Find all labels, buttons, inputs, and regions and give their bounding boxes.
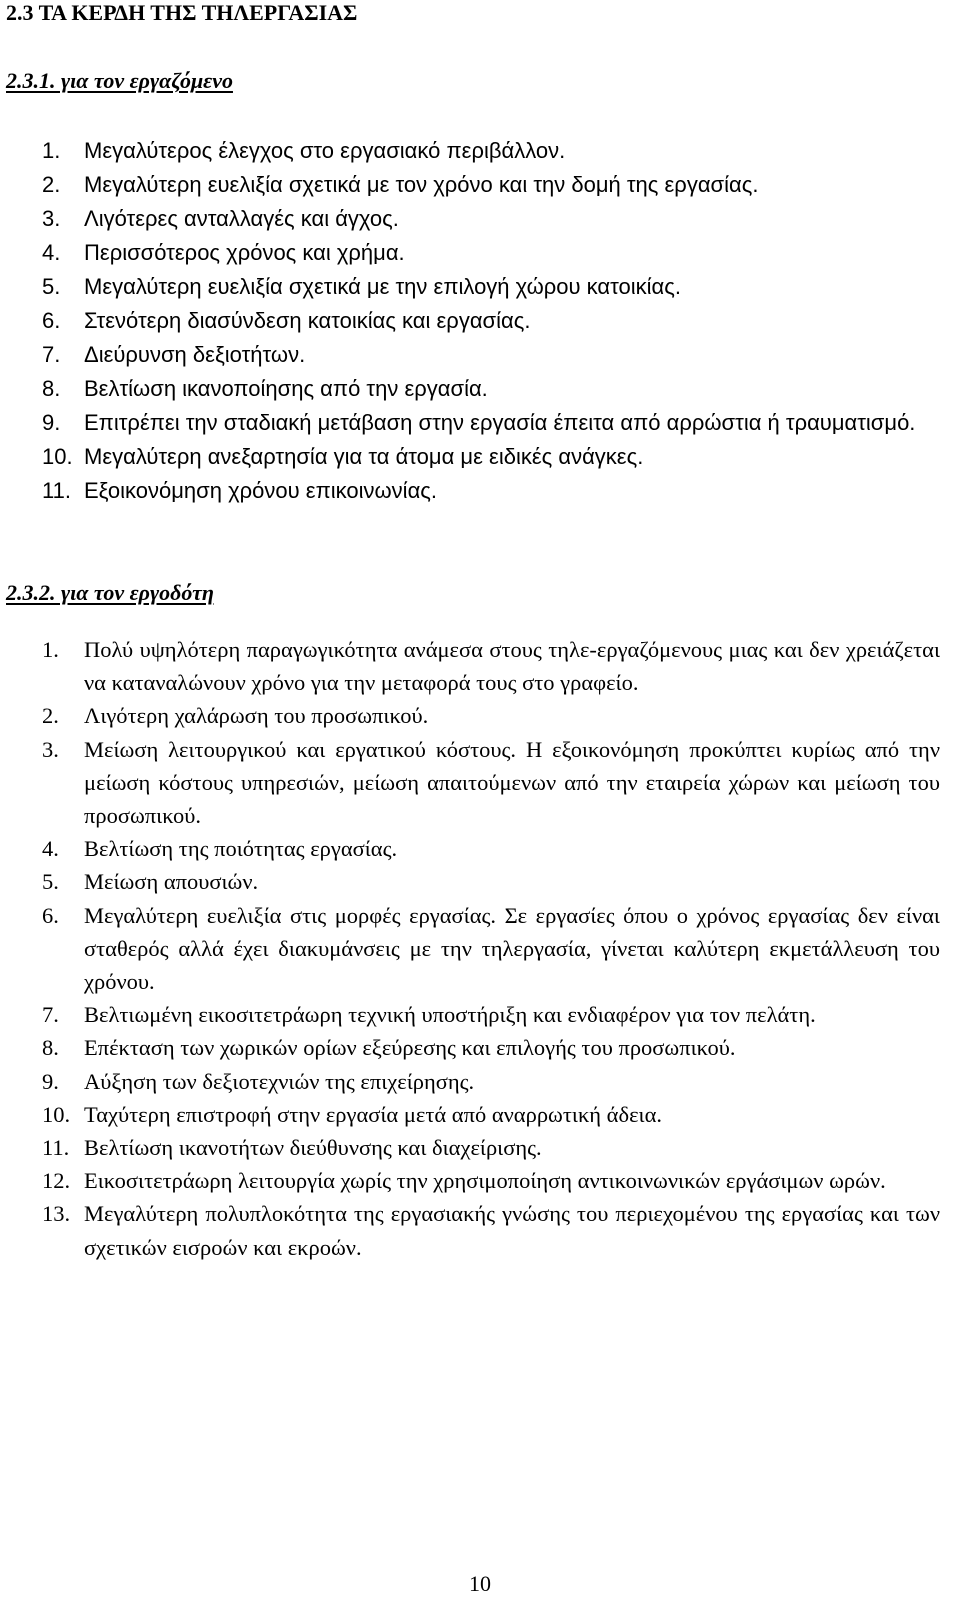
item-number: 9.	[42, 1068, 59, 1094]
item-text: Λιγότερη χαλάρωση του προσωπικού.	[84, 703, 429, 729]
list-item	[42, 865, 940, 898]
item-text: Διεύρυνση δεξιοτήτων.	[84, 342, 306, 367]
section-title: 2.3 ΤΑ ΚΕΡΔΗ ΤΗΣ ΤΗΛΕΡΓΑΣΙΑΣ	[6, 0, 358, 25]
item-text: Στενότερη διασύνδεση κατοικίας και εργασίας.	[84, 308, 531, 333]
item-text: Βελτίωση ικανοτήτων διεύθυνσης και διαχείρισης.	[84, 1135, 542, 1161]
item-text: Μεγαλύτερη ανεξαρτησία για τα άτομα με ειδικές ανάγκες.	[84, 444, 644, 469]
item-text: Μείωση λειτουργικού και εργατικού κόστους. Η εξοικονόμηση προκύπτει κυρίως από την μείωση κόστους υπηρεσιών, μείωση απαιτούμενων από την εταιρεία χώρων και μείωση του προσωπικού.	[84, 736, 940, 829]
item-number: 2.	[42, 703, 59, 729]
list-item	[42, 633, 940, 699]
item-text: Εικοσιτετράωρη λειτουργία χωρίς την χρησιμοποίηση αντικοινωνικών εργάσιμων ωρών.	[84, 1168, 886, 1194]
item-number: 7.	[42, 342, 61, 367]
item-text: Αύξηση των δεξιοτεχνιών της επιχείρησης.	[84, 1068, 475, 1094]
list-item	[42, 899, 940, 999]
item-text: Βελτιωμένη εικοσιτετράωρη τεχνική υποστήριξη και ενδιαφέρον για τον πελάτη.	[84, 1002, 816, 1028]
employee-benefits-list	[42, 134, 942, 508]
item-text: Μεγαλύτερη ευελιξία σχετικά με τον χρόνο και την δομή της εργασίας.	[84, 172, 759, 197]
item-number: 5.	[42, 274, 61, 299]
item-number: 5.	[42, 869, 59, 895]
item-text: Ταχύτερη επιστροφή στην εργασία μετά από αναρρωτική άδεια.	[84, 1101, 662, 1127]
item-number: 3.	[42, 736, 59, 762]
list-item	[42, 304, 942, 338]
item-text: Εξοικονόμηση χρόνου επικοινωνίας.	[84, 478, 437, 503]
list-item	[42, 1031, 940, 1064]
item-text: Μεγαλύτερος έλεγχος στο εργασιακό περιβάλλον.	[84, 138, 566, 163]
item-text: Επέκταση των χωρικών ορίων εξεύρεσης και επιλογής του προσωπικού.	[84, 1035, 736, 1061]
subsection-heading-employer: 2.3.2. για τον εργοδότη	[6, 580, 214, 605]
list-item	[42, 733, 940, 833]
list-item	[42, 1197, 940, 1263]
item-text: Λιγότερες ανταλλαγές και άγχος.	[84, 206, 399, 231]
item-number: 7.	[42, 1002, 59, 1028]
list-item	[42, 1098, 940, 1131]
item-text: Βελτίωση της ποιότητας εργασίας.	[84, 836, 398, 862]
item-number: 6.	[42, 308, 61, 333]
list-item	[42, 1065, 940, 1098]
item-text: Βελτίωση ικανοποίησης από την εργασία.	[84, 376, 488, 401]
item-text: Περισσότερος χρόνος και χρήμα.	[84, 240, 405, 265]
item-number: 8.	[42, 1035, 59, 1061]
item-number: 1.	[42, 138, 61, 163]
item-number: 10.	[42, 444, 73, 469]
item-text: Μεγαλύτερη πολυπλοκότητα της εργασιακής γνώσης του περιεχομένου της εργασίας και των σχετικών εισροών και εκροών.	[84, 1201, 940, 1260]
item-text: Επιτρέπει την σταδιακή μετάβαση στην εργασία έπειτα από αρρώστια ή τραυματισμό.	[84, 410, 916, 435]
list-item	[42, 202, 942, 236]
item-number: 6.	[42, 902, 59, 928]
list-item	[42, 168, 942, 202]
list-item	[42, 1131, 940, 1164]
employer-benefits-list	[42, 633, 940, 1264]
list-item	[42, 474, 942, 508]
list-item	[42, 372, 942, 406]
item-number: 11.	[42, 1135, 70, 1161]
item-number: 9.	[42, 410, 61, 435]
item-number: 4.	[42, 240, 61, 265]
item-number: 3.	[42, 206, 61, 231]
list-item	[42, 440, 942, 474]
item-number: 1.	[42, 637, 59, 662]
page-number: 10	[469, 1571, 491, 1596]
list-item	[42, 134, 942, 168]
list-item	[42, 338, 942, 372]
item-number: 11.	[42, 478, 71, 503]
item-text: Μεγαλύτερη ευελιξία στις μορφές εργασίας. Σε εργασίες όπου ο χρόνος εργασίας δεν είναι σταθερός αλλά έχει διακυμάνσεις με την τηλεργασία, γίνεται καλύτερη εκμετάλλευση του χρόνου.	[84, 902, 940, 995]
item-number: 2.	[42, 172, 61, 197]
subsection-heading-employee: 2.3.1. για τον εργαζόμενο	[6, 68, 233, 93]
list-item	[42, 699, 940, 732]
list-item	[42, 832, 940, 865]
list-item	[42, 1164, 940, 1197]
list-item	[42, 406, 942, 440]
item-number: 4.	[42, 836, 59, 862]
item-number: 10.	[42, 1101, 71, 1127]
list-item	[42, 998, 940, 1031]
item-number: 8.	[42, 376, 61, 401]
item-number: 12.	[42, 1168, 71, 1194]
item-text: Μεγαλύτερη ευελιξία σχετικά με την επιλογή χώρου κατοικίας.	[84, 274, 681, 299]
list-item	[42, 270, 942, 304]
item-text: Πολύ υψηλότερη παραγωγικότητα ανάμεσα στους τηλε-εργαζόμενους μιας και δεν χρειάζεται να καταναλώνουν χρόνο για την μεταφορά τους στο γραφείο.	[84, 637, 940, 696]
list-item	[42, 236, 942, 270]
item-text: Μείωση απουσιών.	[84, 869, 259, 895]
item-number: 13.	[42, 1201, 71, 1227]
